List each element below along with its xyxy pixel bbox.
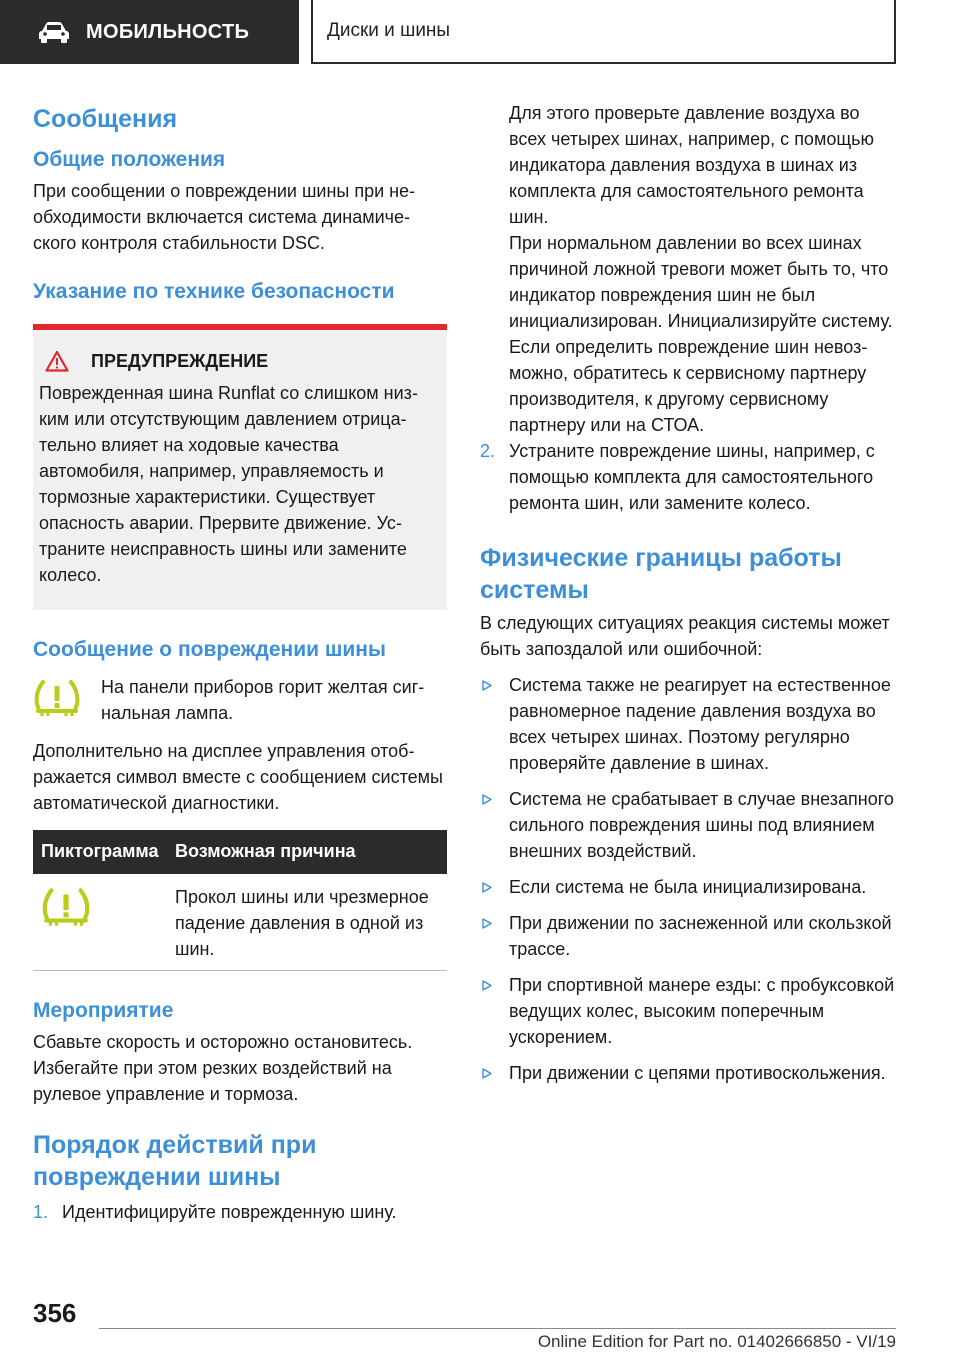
paragraph-general: При сообщении о повреждении шины при необходимости включается система динамического контроля стабильности DSC. (33, 181, 416, 253)
table-header-cause: Возможная причина (167, 830, 447, 874)
lamp-row (33, 674, 447, 726)
paragraph-lamp: На панели приборов горит желтая сигнальная лампа. (101, 677, 425, 723)
bullet-marker (480, 1060, 509, 1086)
triangle-bullet-icon (482, 882, 492, 893)
bullet-marker (480, 972, 509, 1050)
footer-divider (99, 1328, 896, 1329)
tire-pressure-warning-icon (33, 678, 81, 718)
car-icon (38, 21, 70, 43)
list-item (480, 972, 896, 1050)
pictogram-table (33, 830, 447, 971)
heading-messages: Сообщения (33, 105, 178, 133)
triangle-bullet-icon (482, 918, 492, 929)
header-topic (311, 0, 896, 64)
right-column (480, 100, 896, 1086)
bullet-marker (480, 672, 509, 776)
tire-pressure-warning-icon (41, 886, 91, 928)
step-2 (480, 438, 896, 516)
paragraph-false-alarm: При нормальном давлении во всех шинах причиной ложной тревоги может быть то, что индикатор повреждения шин не был инициализирован. Инициализируйте систему. (509, 233, 893, 331)
table-cell-cause: Прокол шины или чрезмерное падение давления в одной из шин. (167, 874, 447, 971)
paragraph-contact-service: Если определить повреждение шин невозможно, обратитесь к сервисному партнеру производителя, к другому сервисному партнеру или на СТОА. (509, 337, 868, 435)
list-item (480, 1060, 896, 1086)
step-text: Идентифицируйте поврежденную шину. (62, 1202, 397, 1222)
step-number: 2. (480, 441, 496, 461)
paragraph-check-pressure: Для этого проверьте давление воздуха во всех четырех шинах, например, с помощью индикатора давления воздуха в шинах из комплекта для самостоятельного ремонта шин. (509, 103, 875, 227)
bullet-marker (480, 786, 509, 864)
triangle-bullet-icon (482, 794, 492, 805)
topic-title: Диски и шины (327, 20, 451, 41)
step-1 (33, 1199, 447, 1225)
list-item (480, 672, 896, 776)
warning-box (33, 324, 447, 610)
section-title: МОБИЛЬНОСТЬ (86, 20, 250, 43)
paragraph-display: Дополнительно на дисплее управления отображается символ вместе с сообщением системы автоматической диагностики. (33, 741, 443, 813)
heading-tire-message: Сообщение о повреждении шины (33, 638, 386, 661)
warning-text: Поврежденная шина Runflat со слишком низким или отсутствующим давлением отрицательно влияет на ходовые качества автомобиля, например, управляемость и тормозные характеристики. Существует опасность аварии. Прервите движение. Устраните неисправность шины или замените колесо. (39, 383, 418, 585)
heading-procedure: Порядок действий при повреждении шины (33, 1131, 317, 1191)
triangle-bullet-icon (482, 680, 492, 691)
bullet-marker (480, 874, 509, 900)
paragraph-limits: В следующих ситуациях реакция системы может быть запоздалой или ошибочной: (480, 613, 890, 659)
bullet-marker (480, 910, 509, 962)
step-number: 1. (33, 1202, 49, 1222)
bullet-text: Система не срабатывает в случае внезапного сильного повреждения шины под влиянием внешних воздействий. (509, 789, 894, 861)
table-cell-pictogram (33, 874, 167, 971)
warning-header (39, 348, 441, 374)
table-header-pictogram: Пиктограмма (33, 830, 167, 874)
header-section-tab (0, 0, 299, 64)
bullet-text: При движении с цепями противоскольжения. (509, 1063, 886, 1083)
list-item (480, 786, 896, 864)
edition-note: Online Edition for Part no. 01402666850 - VI/19 (537, 1332, 896, 1351)
bullet-text: Если система не была инициализирована. (509, 877, 867, 897)
triangle-bullet-icon (482, 1068, 492, 1079)
warning-triangle-icon (45, 350, 69, 372)
bullet-text: Система также не реагирует на естественное равномерное падение давления воздуха во всех четырех шинах. Поэтому регулярно проверяйте давление в шинах. (509, 675, 891, 773)
table-row (33, 874, 447, 971)
heading-general: Общие положения (33, 148, 226, 171)
heading-limits: Физические границы работы системы (480, 544, 842, 604)
page-number: 356 (33, 1298, 77, 1328)
warning-title: ПРЕДУПРЕЖДЕНИЕ (91, 351, 269, 371)
bullet-text: При движении по заснеженной или скользкой трассе. (509, 913, 892, 959)
limits-bullet-list (480, 672, 896, 1086)
triangle-bullet-icon (482, 980, 492, 991)
list-item (480, 874, 896, 900)
paragraph-measure: Сбавьте скорость и осторожно остановитесь. Избегайте при этом резких воздействий на рулевое управление и тормоза. (33, 1032, 413, 1104)
step-text: Устраните повреждение шины, например, с помощью комплекта для самостоятельного ремонта шин, или замените колесо. (509, 441, 875, 513)
bullet-text: При спортивной манере езды: с пробуксовкой ведущих колес, высоким поперечным ускорением. (509, 975, 895, 1047)
heading-measure: Мероприятие (33, 999, 174, 1022)
list-item (480, 910, 896, 962)
heading-safety: Указание по технике безопасности (33, 280, 395, 303)
left-column (33, 100, 447, 1225)
